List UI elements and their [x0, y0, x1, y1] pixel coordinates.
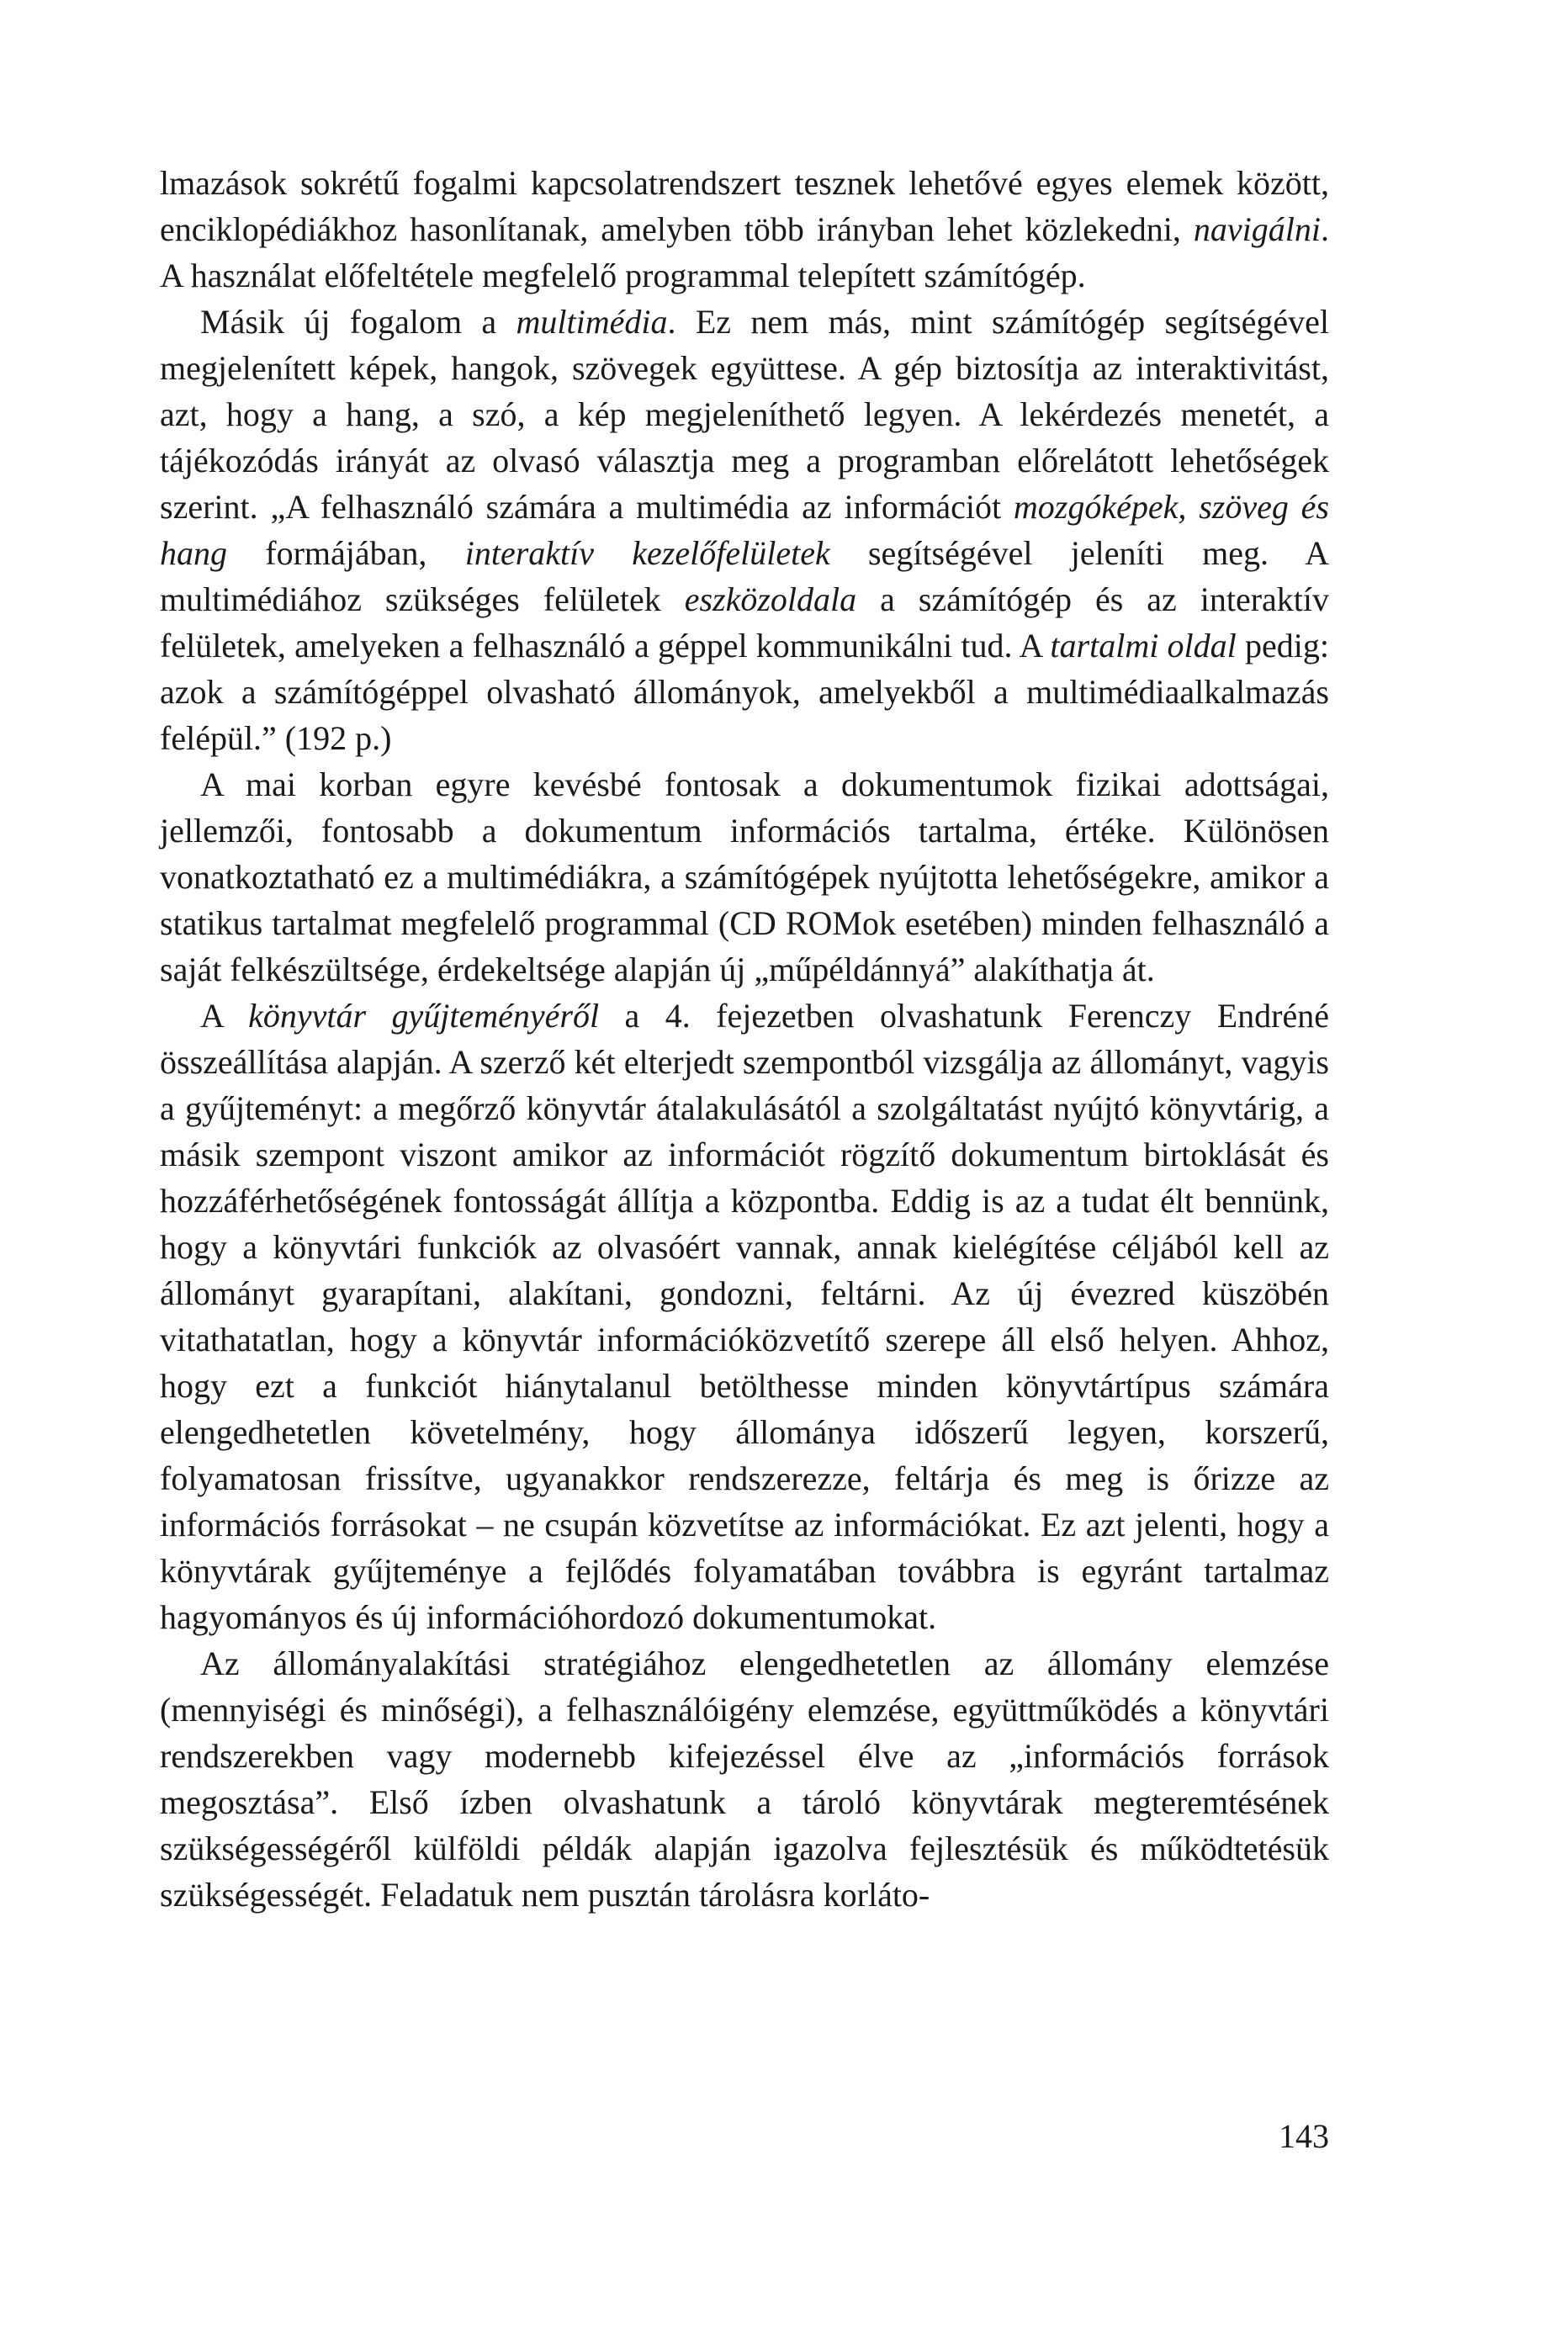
- italic-text: eszközoldala: [684, 580, 857, 618]
- text-run: segítségével jeleníti meg. A multimédiához szükséges felületek: [160, 534, 1329, 618]
- text-run: A: [200, 997, 249, 1035]
- italic-text: tartalmi oldal: [1050, 627, 1237, 665]
- paragraph: [160, 993, 1329, 1640]
- italic-text: interaktív kezelőfelületek: [464, 534, 830, 572]
- paragraph: [160, 761, 1329, 993]
- text-run: . Ez nem más, mint számítógép segítségével megjelenített képek, hangok, szövegek együttese. A gép biztosítja az interaktivitást, azt, hogy a hang, a szó, a kép megjeleníthető legyen. A lekérdezés menetét, a tájékozódás irányát az olvasó választja meg a programban előrelátott lehetőségek szerint. „A felhasználó számára a multimédia az információt: [160, 303, 1329, 526]
- italic-text: mozgóképek, szöveg és hang: [160, 488, 1329, 572]
- text-run: a 4. fejezetben olvashatunk Ferenczy Endréné összeállítása alapján. A szerző két elterjedt szempontból vizsgálja az állományt, vagyis a gyűjteményt: a megőrző könyvtár átalakulásától a szolgáltatást nyújtó könyvtárig, a másik szempont viszont amikor az információt rögzítő dokumentum birtoklását és hozzáférhetőségének fontosságát állítja a központba. Eddig is az a tudat élt bennünk, hogy a könyvtári funkciók az olvasóért vannak, annak kielégítése céljából kell az állományt gyarapítani, alakítani, gondozni, feltárni. Az új évezred küszöbén vitathatatlan, hogy a könyvtár információközvetítő szerepe áll első helyen. Ahhoz, hogy ezt a funkciót hiánytalanul betölthesse minden könyvtártípus számára elengedhetetlen követelmény, hogy állománya időszerű legyen, korszerű, folyamatosan frissítve, ugyanakkor rendszerezze, feltárja és meg is őrizze az információs forrásokat – ne csupán közvetítse az információkat. Ez azt jelenti, hogy a könyvtárak gyűjteménye a fejlődés folyamatában továbbra is egyránt tartalmaz hagyományos és új információhordozó dokumentumokat.: [160, 997, 1329, 1636]
- italic-text: könyvtár gyűjteményéről: [248, 997, 600, 1035]
- italic-text: multimédia: [516, 303, 668, 341]
- text-run: formájában,: [227, 534, 465, 572]
- text-run: lmazások sokrétű fogalmi kapcsolatrendszert tesznek lehetővé egyes elemek között, enciklopédiákhoz hasonlítanak, amelyben több irányban lehet közlekedni,: [160, 164, 1329, 248]
- text-run: pedig: azok a számítógéppel olvasható állományok, amelyekből a multimédiaalkalmazás felépül.” (192 p.): [160, 627, 1330, 757]
- paragraph: [160, 160, 1329, 299]
- text-run: Az állományalakítási stratégiához elengedhetetlen az állomány elemzése (mennyiségi és minőségi), a felhasználóigény elemzése, együttműködés a könyvtári rendszerekben vagy modernebb kifejezéssel élve az „információs források megosztása”. Első ízben olvashatunk a tároló könyvtárak megteremtésének szükségességéről külföldi példák alapján igazolva fejlesztésük és működtetésük szükségességét. Feladatuk nem pusztán tárolásra korláto-: [160, 1644, 1329, 1914]
- paragraph: [160, 299, 1329, 761]
- page-number: 143: [1279, 2117, 1329, 2155]
- text-run: A mai korban egyre kevésbé fontosak a dokumentumok fizikai adottságai, jellemzői, fontosabb a dokumentum információs tartalma, értéke. Különösen vonatkoztatható ez a multimédiákra, a számítógépek nyújtotta lehetőségekre, amikor a statikus tartalmat megfelelő programmal (CD ROMok esetében) minden felhasználó a saját felkészültsége, érdekeltsége alapján új „műpéldánnyá” alakíthatja át.: [160, 765, 1329, 988]
- text-run: . A használat előfeltétele megfelelő programmal telepített számítógép.: [160, 210, 1329, 294]
- italic-text: navigálni: [1193, 210, 1321, 248]
- text-run: Másik új fogalom a: [200, 303, 516, 341]
- page-body: [160, 160, 1329, 1918]
- paragraph: [160, 1640, 1329, 1918]
- text-run: a számítógép és az interaktív felületek, amelyeken a felhasználó a géppel kommunikálni tud. A: [160, 580, 1330, 665]
